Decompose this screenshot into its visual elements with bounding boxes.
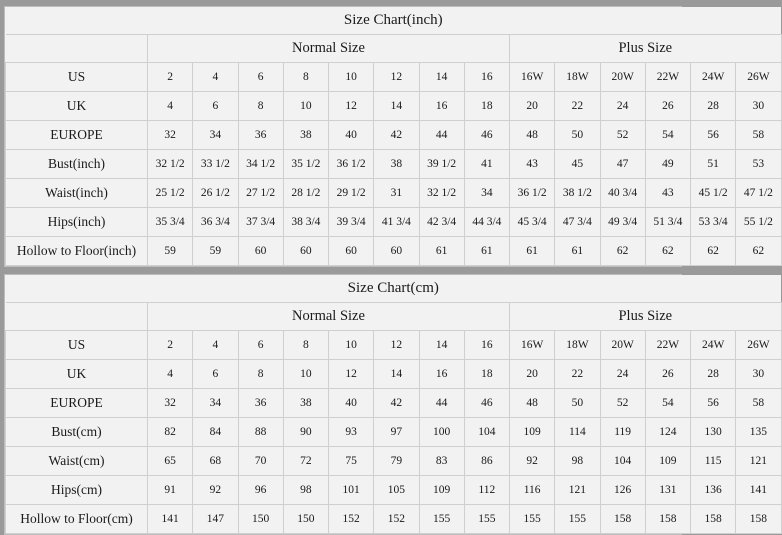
- cell: 39 3/4: [329, 208, 374, 237]
- cell: 30: [736, 360, 781, 389]
- cell: 32: [148, 389, 193, 418]
- cell: 61: [464, 237, 509, 266]
- cell: 2: [148, 331, 193, 360]
- cell: 38 1/2: [555, 179, 600, 208]
- group-header-normal-size: Normal Size: [148, 35, 510, 63]
- cell: 20: [510, 360, 555, 389]
- row-label: Hollow to Floor(cm): [6, 505, 148, 534]
- cell: 33 1/2: [193, 150, 238, 179]
- cell: 36: [238, 389, 283, 418]
- cell: 88: [238, 418, 283, 447]
- cell: 31: [374, 179, 419, 208]
- cell: 36: [238, 121, 283, 150]
- cell: 18: [464, 360, 509, 389]
- cell: 136: [691, 476, 736, 505]
- cell: 51: [691, 150, 736, 179]
- cell: 10: [283, 92, 328, 121]
- cell: 16: [464, 331, 509, 360]
- cell: 34 1/2: [238, 150, 283, 179]
- row-label: EUROPE: [6, 389, 148, 418]
- row-label: Bust(inch): [6, 150, 148, 179]
- cell: 26: [645, 92, 690, 121]
- cell: 97: [374, 418, 419, 447]
- row-label: Waist(cm): [6, 447, 148, 476]
- table-row: [6, 331, 782, 360]
- cell: 6: [193, 360, 238, 389]
- cell: 44: [419, 121, 464, 150]
- cell: 68: [193, 447, 238, 476]
- cell: 36 1/2: [329, 150, 374, 179]
- cell: 47 3/4: [555, 208, 600, 237]
- table-row: [6, 505, 782, 534]
- cell: 62: [691, 237, 736, 266]
- cell: 24: [600, 360, 645, 389]
- table-group-row: [6, 35, 782, 63]
- cell: 18: [464, 92, 509, 121]
- cell: 48: [510, 389, 555, 418]
- cell: 41: [464, 150, 509, 179]
- cell: 60: [238, 237, 283, 266]
- cell: 26W: [736, 63, 781, 92]
- cell: 22: [555, 360, 600, 389]
- page-title: Size Chart(inch): [6, 7, 782, 35]
- cell: 45 3/4: [510, 208, 555, 237]
- cell: 65: [148, 447, 193, 476]
- cell: 60: [283, 237, 328, 266]
- cell: 119: [600, 418, 645, 447]
- cell: 61: [419, 237, 464, 266]
- cell: 4: [148, 92, 193, 121]
- cell: 141: [148, 505, 193, 534]
- row-label: Bust(cm): [6, 418, 148, 447]
- cell: 83: [419, 447, 464, 476]
- cell: 86: [464, 447, 509, 476]
- cell: 115: [691, 447, 736, 476]
- group-header-plus-size: Plus Size: [510, 303, 782, 331]
- cell: 93: [329, 418, 374, 447]
- cell: 131: [645, 476, 690, 505]
- cell: 16: [419, 92, 464, 121]
- cell: 98: [555, 447, 600, 476]
- cell: 26 1/2: [193, 179, 238, 208]
- cell: 4: [148, 360, 193, 389]
- table-row: [6, 389, 782, 418]
- cell: 22W: [645, 63, 690, 92]
- cell: 50: [555, 121, 600, 150]
- cell: 56: [691, 389, 736, 418]
- cell: 20W: [600, 63, 645, 92]
- cell: 70: [238, 447, 283, 476]
- cell: 46: [464, 121, 509, 150]
- cell: 96: [238, 476, 283, 505]
- cell: 27 1/2: [238, 179, 283, 208]
- cell: 42 3/4: [419, 208, 464, 237]
- group-header-plus-size: Plus Size: [510, 35, 782, 63]
- cell: 12: [329, 360, 374, 389]
- cell: 16: [419, 360, 464, 389]
- row-label: EUROPE: [6, 121, 148, 150]
- cell: 155: [464, 505, 509, 534]
- cell: 42: [374, 121, 419, 150]
- cell: 104: [464, 418, 509, 447]
- cell: 35 3/4: [148, 208, 193, 237]
- cell: 91: [148, 476, 193, 505]
- cell: 55 1/2: [736, 208, 781, 237]
- cell: 61: [555, 237, 600, 266]
- table-row: [6, 208, 782, 237]
- cell: 49 3/4: [600, 208, 645, 237]
- size-table-cm: [5, 275, 782, 534]
- cell: 10: [329, 331, 374, 360]
- size-chart-cm: [4, 274, 770, 535]
- row-label: Waist(inch): [6, 179, 148, 208]
- cell: 60: [374, 237, 419, 266]
- size-chart-inch: [4, 6, 773, 267]
- cell: 38: [283, 121, 328, 150]
- cell: 50: [555, 389, 600, 418]
- group-header-normal-size: Normal Size: [148, 303, 510, 331]
- group-corner-blank: [6, 35, 148, 63]
- row-label: Hips(cm): [6, 476, 148, 505]
- cell: 10: [329, 63, 374, 92]
- cell: 41 3/4: [374, 208, 419, 237]
- cell: 32 1/2: [419, 179, 464, 208]
- cell: 72: [283, 447, 328, 476]
- table-row: [6, 63, 782, 92]
- cell: 104: [600, 447, 645, 476]
- cell: 37 3/4: [238, 208, 283, 237]
- cell: 25 1/2: [148, 179, 193, 208]
- table-row: [6, 418, 782, 447]
- cell: 35 1/2: [283, 150, 328, 179]
- cell: 58: [736, 121, 781, 150]
- cell: 53: [736, 150, 781, 179]
- cell: 36 3/4: [193, 208, 238, 237]
- cell: 158: [600, 505, 645, 534]
- cell: 22: [555, 92, 600, 121]
- cell: 59: [193, 237, 238, 266]
- cell: 14: [419, 331, 464, 360]
- table-title-row: [6, 7, 782, 35]
- cell: 16: [464, 63, 509, 92]
- cell: 24W: [691, 331, 736, 360]
- cell: 60: [329, 237, 374, 266]
- table-row: [6, 121, 782, 150]
- cell: 39 1/2: [419, 150, 464, 179]
- size-table-inch: [5, 7, 782, 266]
- cell: 59: [148, 237, 193, 266]
- cell: 34: [193, 121, 238, 150]
- table-row: [6, 92, 782, 121]
- row-label: UK: [6, 360, 148, 389]
- cell: 14: [374, 360, 419, 389]
- cell: 126: [600, 476, 645, 505]
- cell: 51 3/4: [645, 208, 690, 237]
- cell: 18W: [555, 63, 600, 92]
- cell: 155: [510, 505, 555, 534]
- cell: 84: [193, 418, 238, 447]
- table-row: [6, 447, 782, 476]
- cell: 16W: [510, 63, 555, 92]
- cell: 109: [645, 447, 690, 476]
- cell: 98: [283, 476, 328, 505]
- cell: 6: [238, 63, 283, 92]
- page-title: Size Chart(cm): [6, 275, 782, 303]
- cell: 8: [283, 331, 328, 360]
- cell: 14: [374, 92, 419, 121]
- cell: 114: [555, 418, 600, 447]
- cell: 109: [419, 476, 464, 505]
- cell: 61: [510, 237, 555, 266]
- cell: 52: [600, 389, 645, 418]
- cell: 92: [193, 476, 238, 505]
- cell: 49: [645, 150, 690, 179]
- cell: 45 1/2: [691, 179, 736, 208]
- cell: 32: [148, 121, 193, 150]
- cell: 16W: [510, 331, 555, 360]
- cell: 100: [419, 418, 464, 447]
- cell: 75: [329, 447, 374, 476]
- table-title-row: [6, 275, 782, 303]
- table-group-row: [6, 303, 782, 331]
- cell: 47: [600, 150, 645, 179]
- cell: 116: [510, 476, 555, 505]
- cell: 141: [736, 476, 781, 505]
- cell: 46: [464, 389, 509, 418]
- cell: 101: [329, 476, 374, 505]
- table-row: [6, 476, 782, 505]
- cell: 20: [510, 92, 555, 121]
- cell: 4: [193, 63, 238, 92]
- table-row: [6, 360, 782, 389]
- cell: 42: [374, 389, 419, 418]
- group-corner-blank: [6, 303, 148, 331]
- cell: 135: [736, 418, 781, 447]
- table-row: [6, 150, 782, 179]
- cell: 34: [193, 389, 238, 418]
- cell: 40: [329, 389, 374, 418]
- cell: 48: [510, 121, 555, 150]
- cell: 38: [283, 389, 328, 418]
- cell: 79: [374, 447, 419, 476]
- row-label: US: [6, 63, 148, 92]
- cell: 30: [736, 92, 781, 121]
- cell: 6: [238, 331, 283, 360]
- cell: 152: [329, 505, 374, 534]
- cell: 121: [555, 476, 600, 505]
- row-label: Hips(inch): [6, 208, 148, 237]
- cell: 54: [645, 389, 690, 418]
- cell: 34: [464, 179, 509, 208]
- cell: 155: [419, 505, 464, 534]
- cell: 8: [238, 92, 283, 121]
- cell: 90: [283, 418, 328, 447]
- cell: 29 1/2: [329, 179, 374, 208]
- cell: 10: [283, 360, 328, 389]
- cell: 158: [691, 505, 736, 534]
- cell: 8: [238, 360, 283, 389]
- cell: 43: [510, 150, 555, 179]
- cell: 54: [645, 121, 690, 150]
- cell: 14: [419, 63, 464, 92]
- table-row: [6, 179, 782, 208]
- row-label: Hollow to Floor(inch): [6, 237, 148, 266]
- cell: 38 3/4: [283, 208, 328, 237]
- cell: 62: [645, 237, 690, 266]
- cell: 44 3/4: [464, 208, 509, 237]
- cell: 58: [736, 389, 781, 418]
- cell: 40 3/4: [600, 179, 645, 208]
- cell: 22W: [645, 331, 690, 360]
- cell: 53 3/4: [691, 208, 736, 237]
- cell: 24: [600, 92, 645, 121]
- cell: 152: [374, 505, 419, 534]
- cell: 105: [374, 476, 419, 505]
- cell: 6: [193, 92, 238, 121]
- cell: 28: [691, 360, 736, 389]
- cell: 36 1/2: [510, 179, 555, 208]
- table-row: [6, 237, 782, 266]
- cell: 32 1/2: [148, 150, 193, 179]
- cell: 62: [600, 237, 645, 266]
- cell: 20W: [600, 331, 645, 360]
- row-label: US: [6, 331, 148, 360]
- cell: 62: [736, 237, 781, 266]
- row-label: UK: [6, 92, 148, 121]
- cell: 158: [736, 505, 781, 534]
- cell: 112: [464, 476, 509, 505]
- cell: 18W: [555, 331, 600, 360]
- cell: 24W: [691, 63, 736, 92]
- cell: 92: [510, 447, 555, 476]
- cell: 121: [736, 447, 781, 476]
- cell: 155: [555, 505, 600, 534]
- cell: 4: [193, 331, 238, 360]
- cell: 12: [374, 63, 419, 92]
- cell: 109: [510, 418, 555, 447]
- cell: 26W: [736, 331, 781, 360]
- cell: 150: [283, 505, 328, 534]
- cell: 28: [691, 92, 736, 121]
- cell: 130: [691, 418, 736, 447]
- cell: 12: [329, 92, 374, 121]
- cell: 124: [645, 418, 690, 447]
- cell: 45: [555, 150, 600, 179]
- cell: 147: [193, 505, 238, 534]
- cell: 82: [148, 418, 193, 447]
- cell: 2: [148, 63, 193, 92]
- cell: 12: [374, 331, 419, 360]
- cell: 43: [645, 179, 690, 208]
- cell: 40: [329, 121, 374, 150]
- cell: 47 1/2: [736, 179, 781, 208]
- cell: 26: [645, 360, 690, 389]
- cell: 158: [645, 505, 690, 534]
- cell: 150: [238, 505, 283, 534]
- cell: 38: [374, 150, 419, 179]
- cell: 52: [600, 121, 645, 150]
- cell: 44: [419, 389, 464, 418]
- cell: 56: [691, 121, 736, 150]
- cell: 28 1/2: [283, 179, 328, 208]
- cell: 8: [283, 63, 328, 92]
